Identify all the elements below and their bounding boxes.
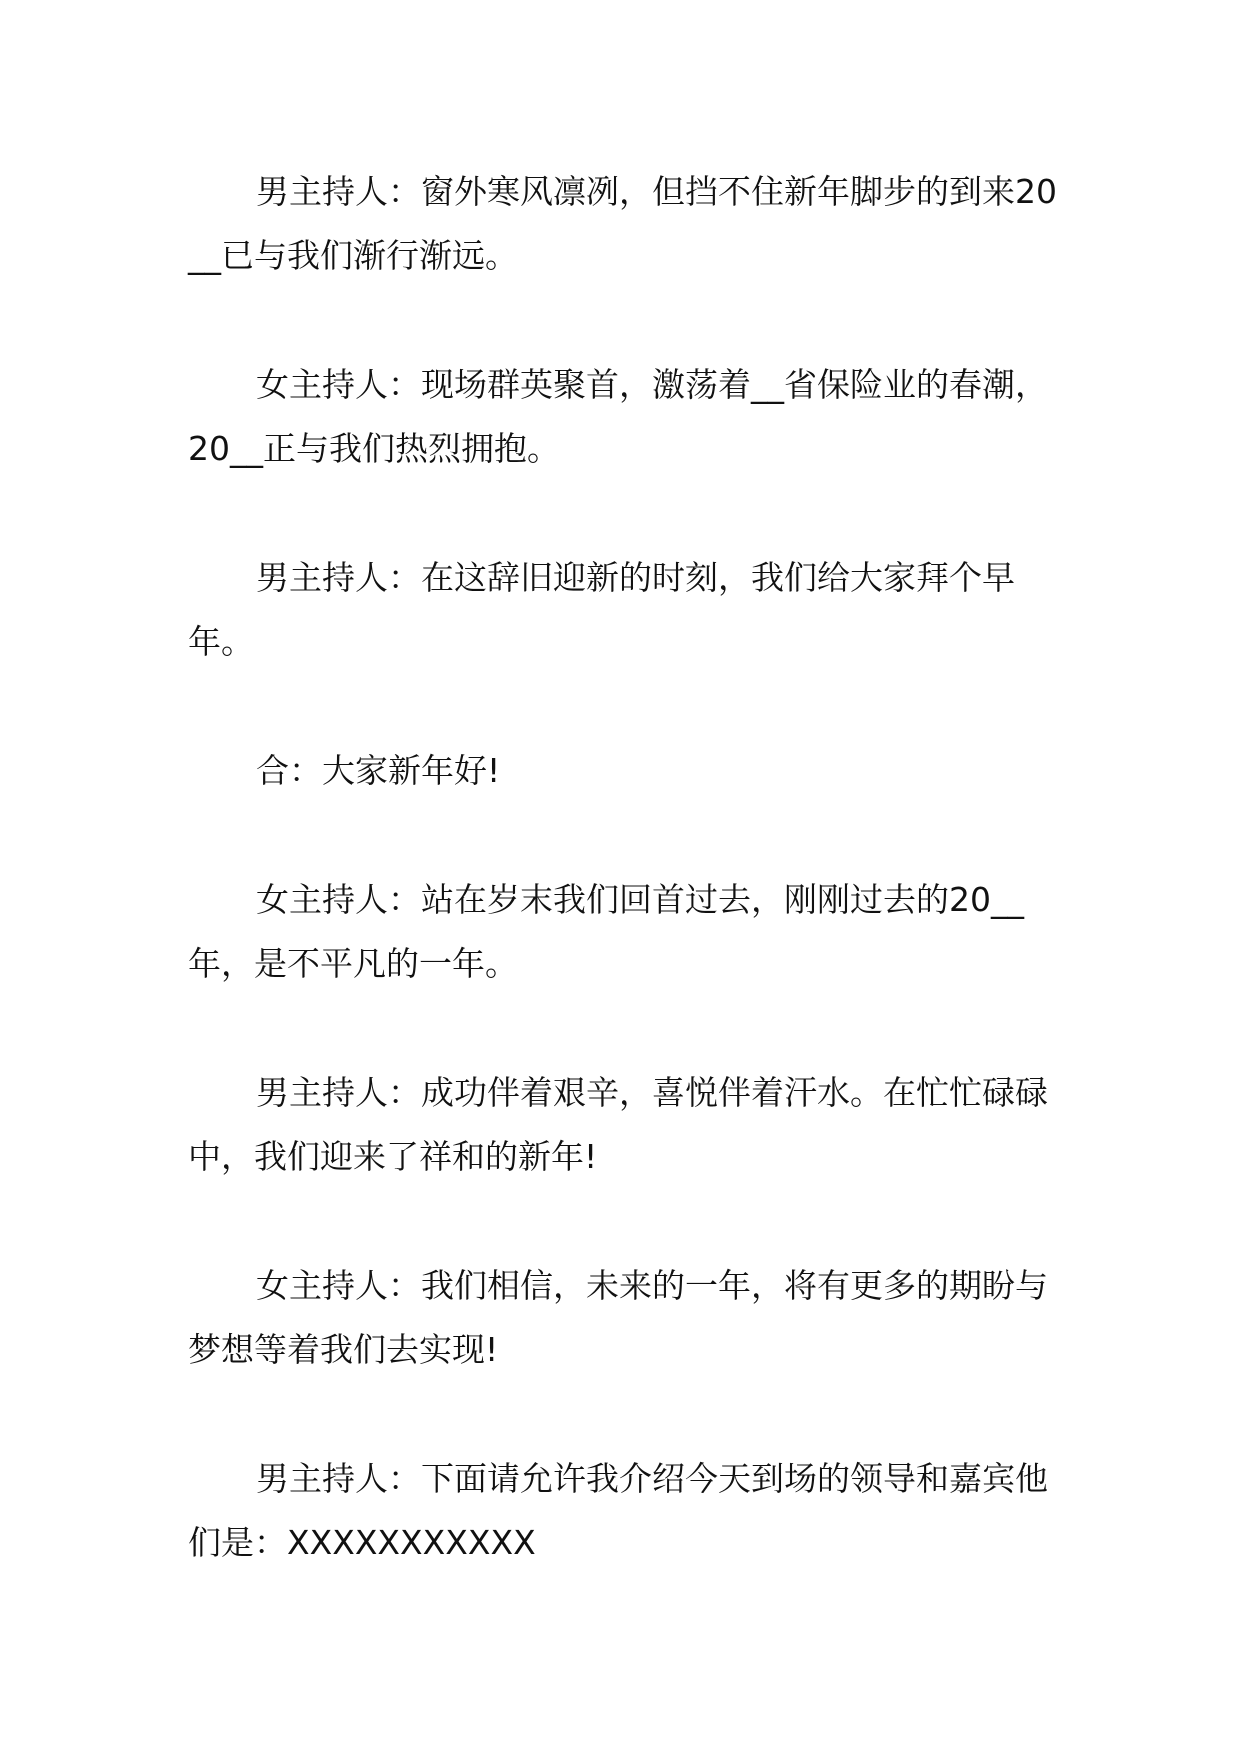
paragraph-4: 合：大家新年好!	[256, 751, 501, 790]
paragraph-2: 女主持人：现场群英聚首，激荡着__省保险业的春潮，20__正与我们热烈拥抱。	[188, 365, 1048, 468]
paragraph-8: 男主持人：下面请允许我介绍今天到场的领导和嘉宾他们是：XXXXXXXXXXX	[188, 1459, 1048, 1562]
paragraph-6: 男主持人：成功伴着艰辛，喜悦伴着汗水。在忙忙碌碌中，我们迎来了祥和的新年!	[188, 1073, 1048, 1176]
paragraph-5: 女主持人：站在岁末我们回首过去，刚刚过去的20__年，是不平凡的一年。	[188, 880, 1024, 983]
paragraph-1: 男主持人：窗外寒风凛冽，但挡不住新年脚步的到来20__已与我们渐行渐远。	[188, 172, 1057, 275]
paragraph-7: 女主持人：我们相信，未来的一年，将有更多的期盼与梦想等着我们去实现!	[188, 1266, 1048, 1369]
paragraph-3: 男主持人：在这辞旧迎新的时刻，我们给大家拜个早年。	[188, 558, 1015, 661]
document-body	[188, 160, 1068, 1640]
